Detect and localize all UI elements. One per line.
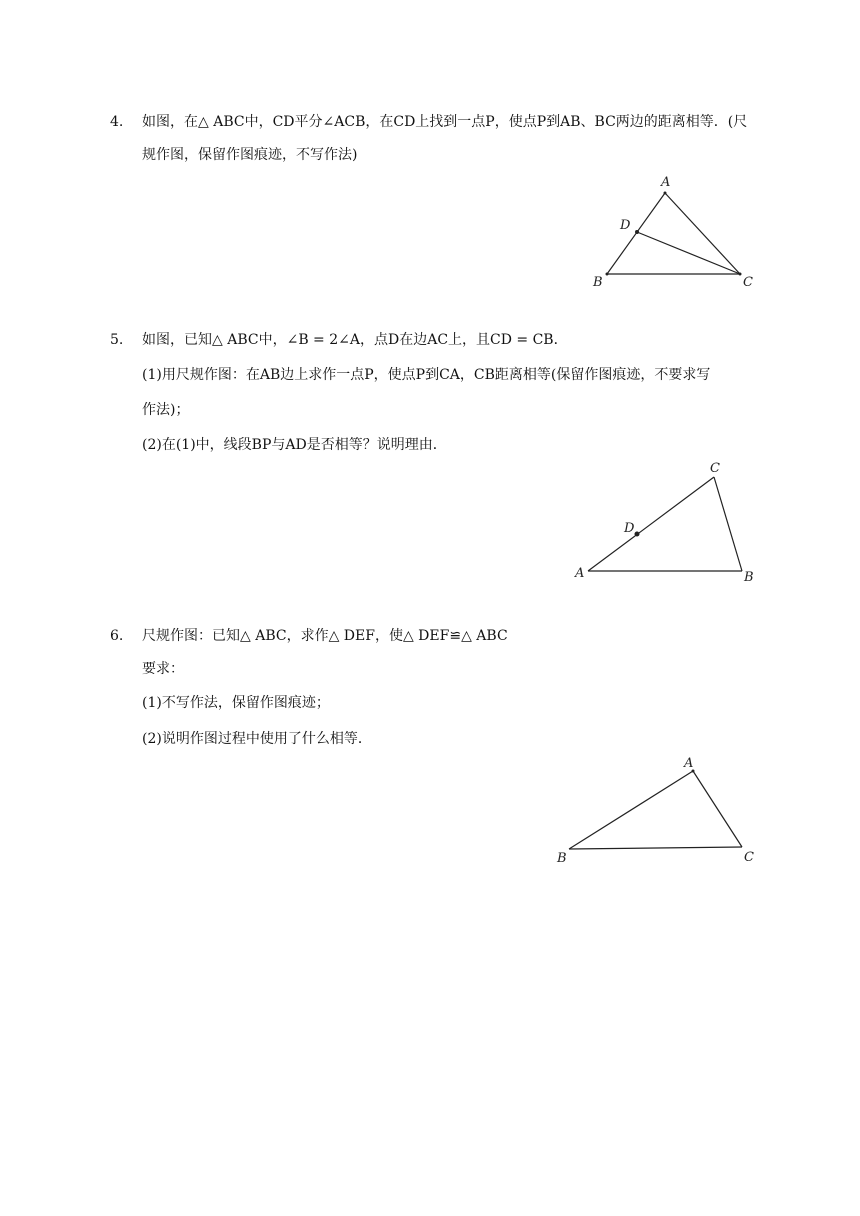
problem-4-number: 4. — [110, 114, 124, 130]
problem-5-line-3: 作法)； — [142, 402, 190, 418]
label-b-6: B — [557, 851, 567, 866]
problem-5-line-4: (2)在(1)中，线段BP与AD是否相等？说明理由． — [142, 437, 447, 453]
label-a-5: A — [575, 566, 585, 581]
problem-4-line-2: 规作图，保留作图痕迹，不写作法) — [142, 147, 358, 163]
label-a-4: A — [661, 175, 671, 190]
label-d-4: D — [620, 218, 631, 233]
problem-6-line-3: (1)不写作法，保留作图痕迹； — [142, 695, 330, 711]
problem-6-line-1: 尺规作图：已知△ ABC，求作△ DEF，使△ DEF≌△ ABC — [142, 628, 508, 644]
label-c-5: C — [710, 461, 720, 476]
label-d-5: D — [624, 521, 635, 536]
problem-4-line-1: 如图，在△ ABC中，CD平分∠ACB，在CD上找到一点P，使点P到AB、BC两边的距离相等．(尺 — [142, 114, 748, 130]
problem-5-line-2: (1)用尺规作图：在AB边上求作一点P，使点P到CA，CB距离相等(保留作图痕迹，不要求写 — [142, 367, 711, 383]
triangle-abc-figure-6 — [569, 771, 742, 849]
problem-5-number: 5. — [110, 332, 124, 348]
problem-6-line-4: (2)说明作图过程中使用了什么相等． — [142, 731, 372, 747]
label-c-4: C — [743, 275, 753, 290]
label-b-5: B — [744, 570, 754, 585]
problem-6-number: 6. — [110, 628, 124, 644]
label-c-6: C — [744, 850, 754, 865]
label-a-6: A — [684, 756, 694, 771]
problem-5-line-1: 如图，已知△ ABC中，∠B = 2∠A，点D在边AC上，且CD = CB． — [142, 332, 568, 348]
problem-6-line-2: 要求： — [142, 661, 184, 677]
label-b-4: B — [593, 275, 603, 290]
